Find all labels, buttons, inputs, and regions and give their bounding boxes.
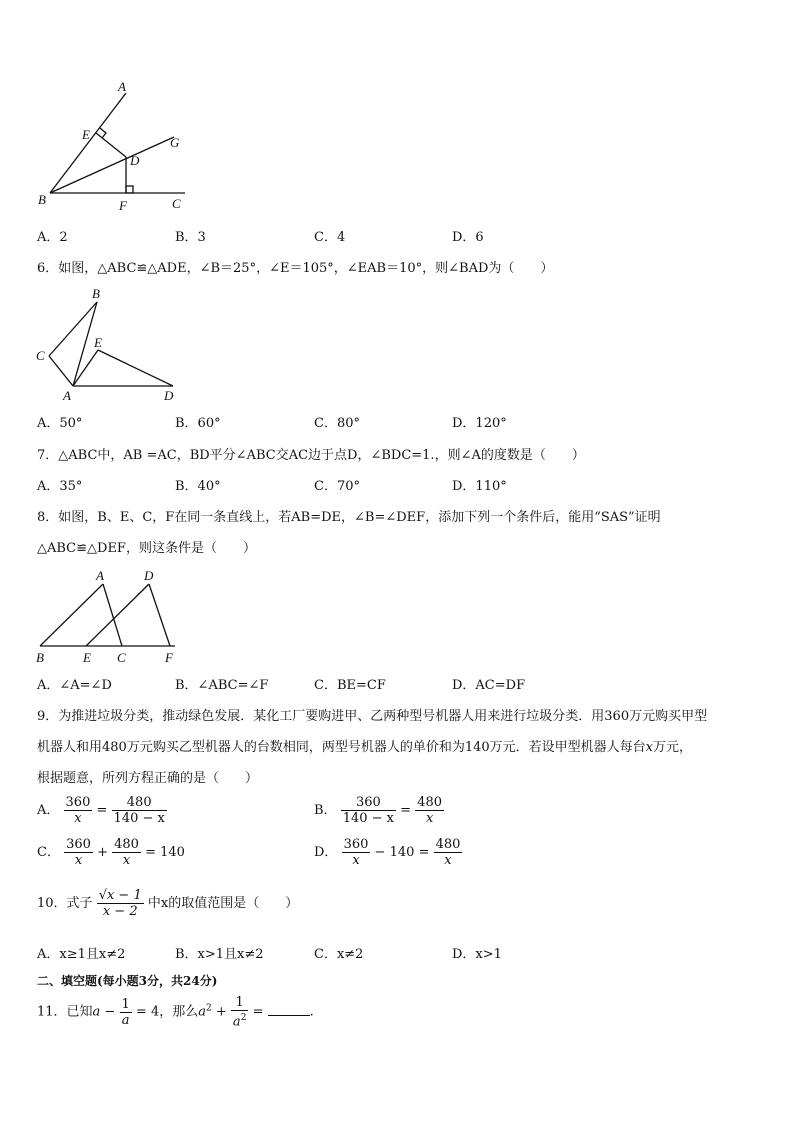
label-c: C: [172, 196, 181, 211]
label-e: E: [83, 650, 91, 665]
fraction: [341, 795, 396, 826]
fraction: [112, 795, 167, 826]
q7-option-c[interactable]: C．70°: [314, 479, 360, 494]
q11-stem: [37, 995, 314, 1029]
q6-option-b[interactable]: B．60°: [175, 416, 221, 431]
label-b: B: [38, 192, 46, 207]
right-angle-mark-f: [126, 186, 133, 193]
denominator: x: [444, 853, 452, 868]
denominator: [231, 1011, 249, 1029]
label-d: D: [164, 388, 174, 403]
var-a: a: [92, 1004, 101, 1020]
fraction: [415, 795, 444, 826]
segment-ed: [96, 133, 126, 157]
label-a: A: [63, 388, 71, 403]
denominator: a: [121, 1012, 130, 1028]
q5-option-a[interactable]: A．2: [37, 230, 68, 245]
segment-ac: [103, 584, 122, 646]
section-2-heading: 二、填空题(每小题3分，共24分): [37, 974, 218, 988]
numerator: 480: [435, 837, 461, 852]
denominator: x: [425, 811, 434, 826]
q5-option-b[interactable]: B．3: [175, 230, 206, 245]
right-hand-side: = 140: [145, 845, 185, 860]
q5-option-d[interactable]: D．6: [452, 230, 484, 245]
equals-sign: =: [96, 803, 108, 818]
label-a: A: [96, 568, 104, 583]
fraction-sqrt: [97, 888, 144, 919]
segment-ed: [98, 350, 173, 386]
fraction: [112, 837, 141, 868]
q9-line2: [37, 739, 692, 757]
q8-option-a[interactable]: A．∠A=∠D: [37, 678, 112, 693]
q5-option-c[interactable]: C．4: [314, 230, 346, 245]
q8-option-d[interactable]: D．AC=DF: [452, 678, 526, 693]
q10-option-a[interactable]: A．x≥1且x≠2: [37, 947, 126, 962]
minus-sign: −: [104, 1004, 116, 1020]
q10-pre: 10．式子: [37, 896, 93, 911]
q7-option-d[interactable]: D．110°: [452, 479, 507, 494]
q8-stem-line2: △ABC≌△DEF，则这条件是（ ）: [37, 541, 256, 556]
label-a: A: [118, 79, 126, 94]
q9-option-a-label: A．: [37, 803, 60, 818]
q10-option-d[interactable]: D．x>1: [452, 947, 502, 962]
q7-option-b[interactable]: B．40°: [175, 479, 221, 494]
q11-pre: 11．已知: [37, 1004, 93, 1020]
numerator: 360: [66, 837, 91, 852]
q6-option-a[interactable]: A．50°: [37, 416, 83, 431]
denominator: x: [74, 853, 83, 868]
q8-option-b[interactable]: B．∠ABC=∠F: [175, 678, 269, 693]
denominator: x: [122, 853, 131, 868]
q10-option-b[interactable]: B．x>1且x≠2: [175, 947, 264, 962]
label-d: D: [144, 568, 154, 583]
fraction: [64, 837, 93, 868]
q7-option-a[interactable]: A．35°: [37, 479, 83, 494]
q6-option-d[interactable]: D．120°: [452, 416, 507, 431]
segment-ba: [40, 584, 103, 646]
label-f: F: [165, 650, 173, 665]
q10-option-c[interactable]: C．x≠2: [314, 947, 364, 962]
segment-ca: [49, 356, 73, 386]
q9-option-d[interactable]: [314, 837, 462, 868]
q10-stem: [37, 888, 298, 919]
denominator: 140 − x: [113, 811, 165, 826]
plus-sign: +: [215, 1004, 227, 1020]
figure-q6: [30, 282, 190, 404]
label-e: E: [82, 127, 90, 142]
denominator: x: [352, 853, 360, 868]
q10-post: 中x的取值范围是（ ）: [147, 896, 299, 911]
q9-variable: x: [645, 740, 653, 755]
q6-stem: 6．如图，△ABC≌△ADE，∠B＝25°，∠E＝105°，∠EAB＝10°，则∠BAD为（ ）: [37, 261, 554, 276]
denominator: x: [74, 811, 82, 826]
numerator: 480: [114, 837, 139, 852]
segment-ae: [73, 350, 98, 386]
label-f: F: [119, 198, 127, 213]
numerator: 1: [231, 995, 249, 1011]
label-b: B: [92, 286, 100, 301]
q9-option-c-label: C．: [37, 845, 60, 860]
q9-option-b-label: B．: [314, 803, 337, 818]
numerator-sqrt: √x − 1: [98, 888, 142, 903]
numerator: 360: [65, 795, 91, 810]
answer-blank[interactable]: [268, 1003, 310, 1016]
q9-option-b[interactable]: [314, 795, 444, 826]
q9-line2-post: 万元，: [652, 740, 692, 755]
equals-sign: =: [252, 1004, 264, 1020]
label-d: D: [130, 153, 140, 168]
numerator: 480: [112, 795, 167, 811]
period: .: [309, 1004, 314, 1020]
equals-sign: =: [400, 803, 412, 818]
fraction: [120, 997, 132, 1028]
segment-ed: [86, 584, 149, 646]
equals-4: = 4: [135, 1004, 160, 1020]
denominator: 140 − x: [342, 811, 395, 826]
segment-df: [149, 584, 170, 646]
q9-line1: 9．为推进垃圾分类，推动绿色发展．某化工厂要购进甲、乙两种型号机器人用来进行垃圾分类．用360万元购买甲型: [37, 709, 708, 724]
q8-option-c[interactable]: C．BE=CF: [314, 678, 386, 693]
exponent: 2: [240, 1013, 247, 1023]
q7-stem: 7．△ABC中，AB =AC，BD平分∠ABC交AC边于点D，∠BDC=1.，则∠A的度数是（ ）: [37, 448, 585, 463]
figure-q5: [30, 75, 200, 215]
denominator: x − 2: [102, 904, 138, 919]
q8-stem-line1: 8．如图，B、E、C，F在同一条直线上，若AB=DE，∠B=∠DEF，添加下列一个条件后，能用“SAS”证明: [37, 510, 661, 525]
fraction: [434, 837, 463, 868]
fraction: [64, 795, 93, 826]
label-c: C: [117, 650, 126, 665]
q9-option-c[interactable]: [37, 837, 185, 868]
q11-mid: ，那么: [159, 1004, 199, 1020]
numerator: 360: [341, 795, 396, 811]
q9-line3: 根据题意，所列方程正确的是（ ）: [37, 771, 259, 786]
fraction: [342, 837, 371, 868]
exponent: 2: [206, 1003, 212, 1014]
label-e: E: [94, 335, 102, 350]
numerator: 480: [417, 795, 443, 810]
figure-q8: [30, 563, 190, 673]
minus-140-equals: − 140 =: [374, 845, 430, 860]
var-a: a: [232, 1014, 241, 1030]
plus-sign: +: [97, 845, 108, 860]
var-a: a: [198, 1004, 206, 1020]
label-b: B: [36, 650, 44, 665]
numerator: 1: [121, 996, 130, 1012]
label-g: G: [170, 135, 180, 150]
numerator: 360: [343, 837, 369, 852]
q9-line2-pre: 机器人和用480万元购买乙型机器人的台数相同，两型号机器人的单价和为140万元．若设甲型机器人每台: [37, 740, 646, 755]
q6-option-c[interactable]: C．80°: [314, 416, 360, 431]
ray-ba: [50, 93, 126, 193]
label-c: C: [36, 348, 45, 363]
q9-option-d-label: D．: [314, 845, 338, 860]
fraction: [231, 995, 249, 1029]
q9-option-a[interactable]: [37, 795, 167, 826]
